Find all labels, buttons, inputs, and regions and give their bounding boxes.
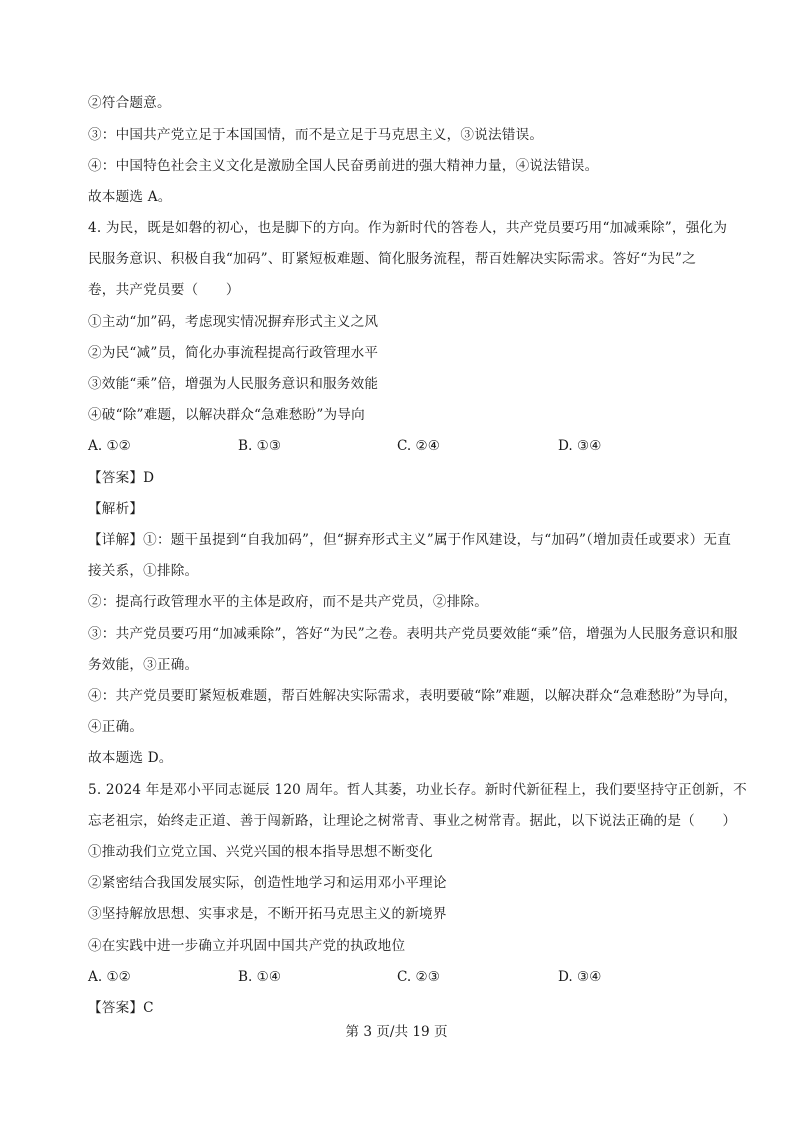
question-5-statement: ④在实践中进一步确立并巩固中国共产党的执政地位 <box>88 938 406 954</box>
text-line: ④：中国特色社会主义文化是激励全国人民奋勇前进的强大精神力量，④说法错误。 <box>88 158 599 174</box>
option-c: C. ②④ <box>397 438 440 454</box>
question-4-stem: 民服务意识、积极自我“加码”、盯紧短板难题、简化服务流程，帮百姓解决实际需求。答好“为民”之 <box>88 251 696 267</box>
option-a: A. ①② <box>88 969 131 985</box>
explanation-line: ④正确。 <box>88 719 144 735</box>
question-4-statement: ③效能“乘”倍，增强为人民服务意识和服务效能 <box>88 376 379 392</box>
option-c: C. ②③ <box>397 969 440 985</box>
question-5-stem: 5. 2024 年是邓小平同志诞辰 120 周年。哲人其萎，功业长存。新时代新征程上，我们要坚持守正创新，不 <box>88 782 747 798</box>
text-line: ③：中国共产党立足于本国国情，而不是立足于马克思主义，③说法错误。 <box>88 127 544 143</box>
question-5-statement: ②紧密结合我国发展实际，创造性地学习和运用邓小平理论 <box>88 875 447 891</box>
answer-label: 【答案】C <box>88 1000 154 1016</box>
question-5-statement: ③坚持解放思想、实事求是，不断开拓马克思主义的新境界 <box>88 906 447 922</box>
explanation-line: ④：共产党员要盯紧短板难题，帮百姓解决实际需求，表明要破“除”难题，以解决群众“急难愁盼”为导向， <box>88 688 738 704</box>
explanation-line: ③：共产党员要巧用“加减乘除”，答好“为民”之卷。表明共产党员要效能“乘”倍，增强为人民服务意识和服 <box>88 626 738 642</box>
option-b: B. ①④ <box>238 969 282 985</box>
question-5-options <box>88 967 728 987</box>
option-d: D. ③④ <box>558 969 602 985</box>
question-5-statement: ①推动我们立党立国、兴党兴国的根本指导思想不断变化 <box>88 844 433 860</box>
explanation-line: ②：提高行政管理水平的主体是政府，而不是共产党员，②排除。 <box>88 594 489 610</box>
answer-label: 【答案】D <box>88 470 155 486</box>
option-d: D. ③④ <box>558 438 602 454</box>
question-4-stem: 4. 为民，既是如磐的初心，也是脚下的方向。作为新时代的答卷人，共产党员要巧用“加减乘除”，强化为 <box>88 220 728 236</box>
question-4-options <box>88 436 728 456</box>
page-footer: 第 3 页/共 19 页 <box>345 1024 448 1040</box>
question-5-stem: 忘老祖宗，始终走正道、善于闯新路，让理论之树常青、事业之树常青。据此，以下说法正确的是（ ） <box>88 813 737 829</box>
question-4-stem: 卷，共产党员要（ ） <box>88 282 240 298</box>
text-line: 故本题选 A。 <box>88 189 172 205</box>
analysis-label: 【解析】 <box>88 501 144 517</box>
question-4-statement: ④破“除”难题，以解决群众“急难愁盼”为导向 <box>88 407 365 423</box>
question-4-statement: ①主动“加”码，考虑现实情况摒弃形式主义之风 <box>88 314 379 330</box>
question-4-statement: ②为民“减”员，简化办事流程提高行政管理水平 <box>88 345 379 361</box>
explanation-line: 【详解】①：题干虽提到“自我加码”，但“摒弃形式主义”属于作风建设，与“加码”（增加责任或要求）无直 <box>88 532 732 548</box>
explanation-line: 接关系，①排除。 <box>88 563 199 579</box>
option-b: B. ①③ <box>238 438 282 454</box>
explanation-line: 故本题选 D。 <box>88 750 173 766</box>
explanation-line: 务效能，③正确。 <box>88 657 199 673</box>
option-a: A. ①② <box>88 438 131 454</box>
text-line: ②符合题意。 <box>88 95 171 111</box>
